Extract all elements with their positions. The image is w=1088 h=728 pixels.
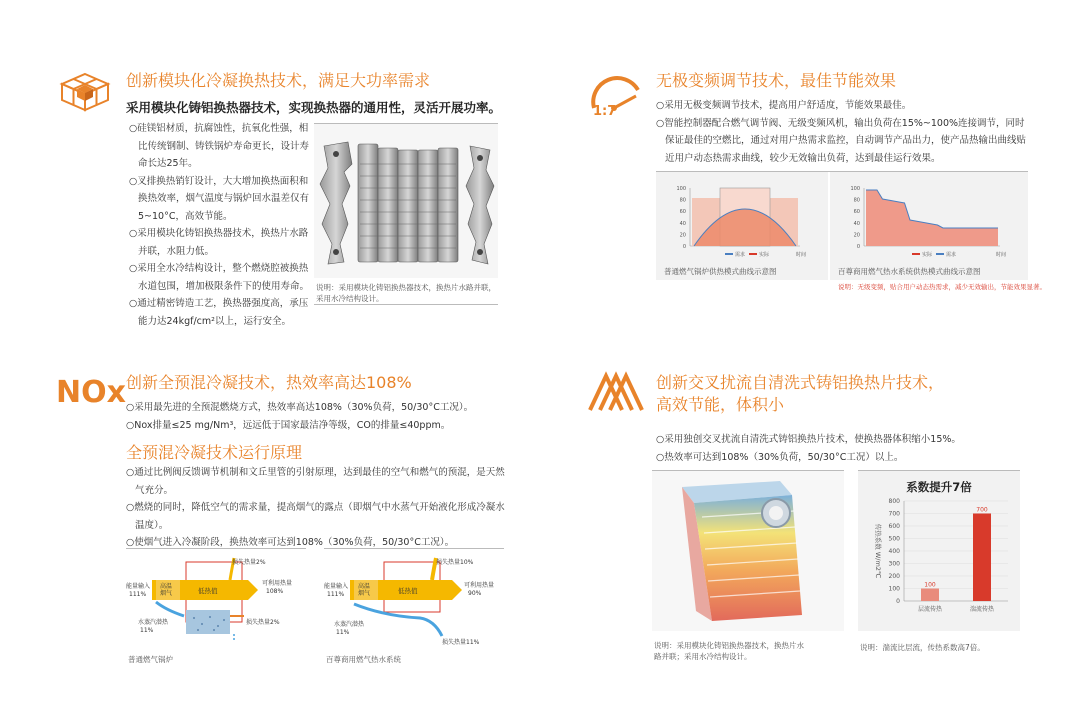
- legend-label: 实际: [759, 252, 770, 258]
- list-item: ○采用全水冷结构设计，整个燃烧腔被换热水道包围，增加极限条件下的使用寿命。: [129, 263, 310, 292]
- section1-bullets: [129, 120, 309, 330]
- svg-text:损失热量10%: 损失热量10%: [436, 559, 474, 566]
- gauge-icon: [586, 68, 646, 118]
- svg-text:111%: 111%: [129, 591, 147, 598]
- list-item: ○采用模块化铸铝换热器技术，换热片水路并联，水阻力低。: [129, 228, 309, 257]
- section1-title: 创新模块化冷凝换热技术，满足大功率需求: [126, 71, 431, 90]
- section4-title-line1: 创新交叉扰流自清洗式铸铝换热片技术，: [656, 373, 945, 392]
- output-area: [866, 190, 998, 246]
- chart1-caption: 普通燃气锅炉供热模式曲线示意图: [664, 267, 777, 276]
- y-tick-label: 100: [850, 186, 860, 192]
- svg-text:90%: 90%: [468, 590, 482, 597]
- y-tick-label: 800: [888, 498, 900, 505]
- list-item: ○燃烧的同时，降低空气的需求量，提高烟气的露点（即烟气中水蒸气开始液化形成冷凝水温度）。: [126, 502, 505, 531]
- chart-demand-curve-baizun: [830, 172, 1028, 280]
- heat-exchanger-image: [314, 124, 498, 278]
- chart-panel-2: [830, 172, 1028, 280]
- nox-icon: [56, 372, 126, 410]
- section2-note: 说明：无级变频，贴合用户动态热需求，减少无效输出，节能效果显著。: [838, 283, 1046, 291]
- section4-caption: 说明：采用模块化铸铝换热器技术，换热片水路并联；采用水冷结构设计。: [654, 641, 804, 661]
- svg-text:损失热量2%: 损失热量2%: [246, 619, 280, 626]
- svg-text:108%: 108%: [266, 588, 284, 595]
- list-item: ○通过比例阀反馈调节机制和文丘里管的引射原理，达到最佳的空气和燃气的预混，是天然气充分。: [126, 467, 505, 496]
- y-tick-label: 20: [679, 232, 686, 239]
- legend-label: 需求: [735, 252, 746, 258]
- section4-bullets: [656, 431, 1036, 466]
- chart-panel-1: [656, 172, 828, 280]
- svg-text:111%: 111%: [327, 591, 345, 598]
- low-heat-label: 低热值: [198, 587, 218, 595]
- list-item: ○热效率可达到108%（30%负荷，50/30°C工况）以上。: [656, 451, 904, 463]
- svg-text:可利用热量: 可利用热量: [262, 580, 293, 587]
- section2-title: 无极变频调节技术，最佳节能效果: [656, 71, 897, 90]
- section3-subtitle: 全预混冷凝技术运行原理: [126, 443, 303, 462]
- svg-text:水蒸汽潜热: 水蒸汽潜热: [334, 621, 365, 628]
- svg-text:烟气: 烟气: [358, 590, 371, 597]
- svg-text:NOx: NOx: [56, 375, 126, 410]
- modular-cube-icon: [56, 72, 114, 112]
- list-item: ○采用独创交叉扰流自清洗式铸铝换热片技术，使换热器体积缩小15%。: [656, 434, 961, 445]
- y-tick-label: 20: [853, 232, 860, 239]
- y-tick-label: 200: [888, 573, 900, 580]
- x-axis-label: 时间: [996, 252, 1007, 258]
- list-item: ○智能控制器配合燃气调节阀、无级变频风机，输出负荷在15%~100%连接调节，同时保证最佳的空燃比，通过对用户热需求监控，自动调节产品出力，使产品热输出曲线贴近用户动态热需求曲线，较少无效输出负荷，达到最佳运行效果。: [656, 117, 1027, 164]
- svg-text:高温: 高温: [358, 583, 371, 590]
- section3-bullets-1: [126, 399, 506, 434]
- svg-text:能量输入: 能量输入: [324, 583, 349, 590]
- section1-subtitle: 采用模块化铸铝换热器技术，实现换热器的通用性，灵活开展功率。: [126, 100, 502, 115]
- svg-text:低热值: 低热值: [398, 587, 418, 595]
- diagram2-caption: 百尊商用燃气热水系统: [326, 655, 401, 664]
- divider: [314, 304, 498, 305]
- list-item: ○使烟气进入冷凝阶段，换热效率可达到108%（30%负荷，50/30°C工况）。: [126, 537, 455, 548]
- y-tick-label: 0: [856, 244, 860, 250]
- y-tick-label: 80: [679, 197, 686, 204]
- divider: [324, 548, 504, 549]
- energy-flow-diagram-baizun: [324, 554, 504, 650]
- section3-title: 创新全预混冷凝技术，热效率高达108%: [126, 373, 412, 392]
- y-tick-label: 500: [888, 535, 900, 543]
- list-item: ○Nox排量≤25 mg/Nm³，远远低于国家最洁净等级，CO的排量≤40ppm。: [126, 419, 451, 431]
- svg-text:11%: 11%: [336, 629, 350, 636]
- y-tick-label: 40: [853, 220, 860, 227]
- y-tick-label: 40: [679, 220, 686, 227]
- bar-chart-panel: [858, 471, 1020, 631]
- energy-flow-diagram-normal: [126, 554, 306, 650]
- section4-title-line2: 高效节能，体积小: [656, 395, 785, 414]
- bar: [973, 514, 991, 602]
- svg-text:能量输入: 能量输入: [126, 583, 151, 590]
- diagram1-caption: 普通燃气锅炉: [128, 655, 173, 664]
- bar-value-label: 700: [976, 506, 988, 514]
- y-tick-label: 400: [888, 548, 900, 555]
- y-tick-label: 80: [853, 197, 860, 204]
- chart-heat-transfer-coefficient: [858, 471, 1020, 631]
- section2-bullets: [656, 97, 1028, 167]
- section1-caption: 说明：采用模块化铸铝换热器技术，换热片水路并联，采用水冷结构设计。: [316, 283, 496, 303]
- svg-text:损失热量11%: 损失热量11%: [442, 639, 480, 646]
- y-tick-label: 700: [888, 510, 900, 518]
- list-item: ○叉排换热销钉设计，大大增加换热面积和换热效率，烟气温度与锅炉回水温差仅有5~10°C，高效节能。: [129, 175, 310, 222]
- svg-text:高温: 高温: [160, 583, 173, 590]
- y-tick-label: 600: [888, 523, 900, 530]
- y-tick-label: 0: [682, 244, 686, 250]
- divider: [126, 548, 306, 549]
- chart-title: 系数提升7倍: [906, 480, 972, 494]
- svg-text:损失热量2%: 损失热量2%: [232, 559, 266, 566]
- y-tick-label: 300: [888, 560, 900, 568]
- y-tick-label: 60: [853, 209, 860, 216]
- svg-text:1:7: 1:7: [593, 104, 617, 119]
- bar: [921, 589, 939, 602]
- list-item: ○采用无极变频调节技术，提高用户舒适度，节能效果最佳。: [656, 100, 912, 111]
- svg-text:水蒸汽潜热: 水蒸汽潜热: [138, 619, 169, 626]
- x-axis-label: 时间: [796, 252, 807, 258]
- y-tick-label: 100: [676, 186, 686, 192]
- svg-text:可利用热量: 可利用热量: [464, 582, 495, 589]
- legend-label: 需求: [946, 252, 957, 258]
- list-item: ○采用最先进的全预混燃烧方式，热效率高达108%（30%负荷，50/30°C工况）。: [126, 402, 474, 413]
- x-tick-label: 层流传热: [917, 606, 943, 613]
- y-axis-label: 传热系数 W/m2℃: [874, 523, 882, 579]
- section4-note: 说明：湍流比层流，传热系数高7倍。: [860, 643, 985, 652]
- chart-demand-curve-normal: [656, 172, 828, 280]
- chart2-caption: 百尊商用燃气热水系统供热模式曲线示意图: [838, 267, 981, 276]
- y-tick-label: 60: [679, 209, 686, 216]
- list-item: ○硅镁铝材质，抗腐蚀性，抗氧化性强，相比传统钢制、铸铁锅炉寿命更长，设计寿命长达25年。: [129, 123, 310, 169]
- y-tick-label: 100: [888, 585, 900, 593]
- legend-label: 实际: [922, 252, 933, 258]
- x-tick-label: 湍流传热: [969, 606, 995, 613]
- bar-value-label: 100: [924, 581, 936, 589]
- list-item: ○通过精密铸造工艺，换热器强度高，承压能力达24kgf/cm²以上，运行安全。: [129, 298, 309, 327]
- crossflow-fins-icon: [586, 372, 644, 414]
- thermal-exchanger-image: [652, 471, 844, 631]
- section3-bullets-2: [126, 464, 506, 552]
- svg-text:11%: 11%: [140, 627, 154, 634]
- svg-text:烟气: 烟气: [160, 590, 173, 597]
- y-tick-label: 0: [896, 598, 900, 605]
